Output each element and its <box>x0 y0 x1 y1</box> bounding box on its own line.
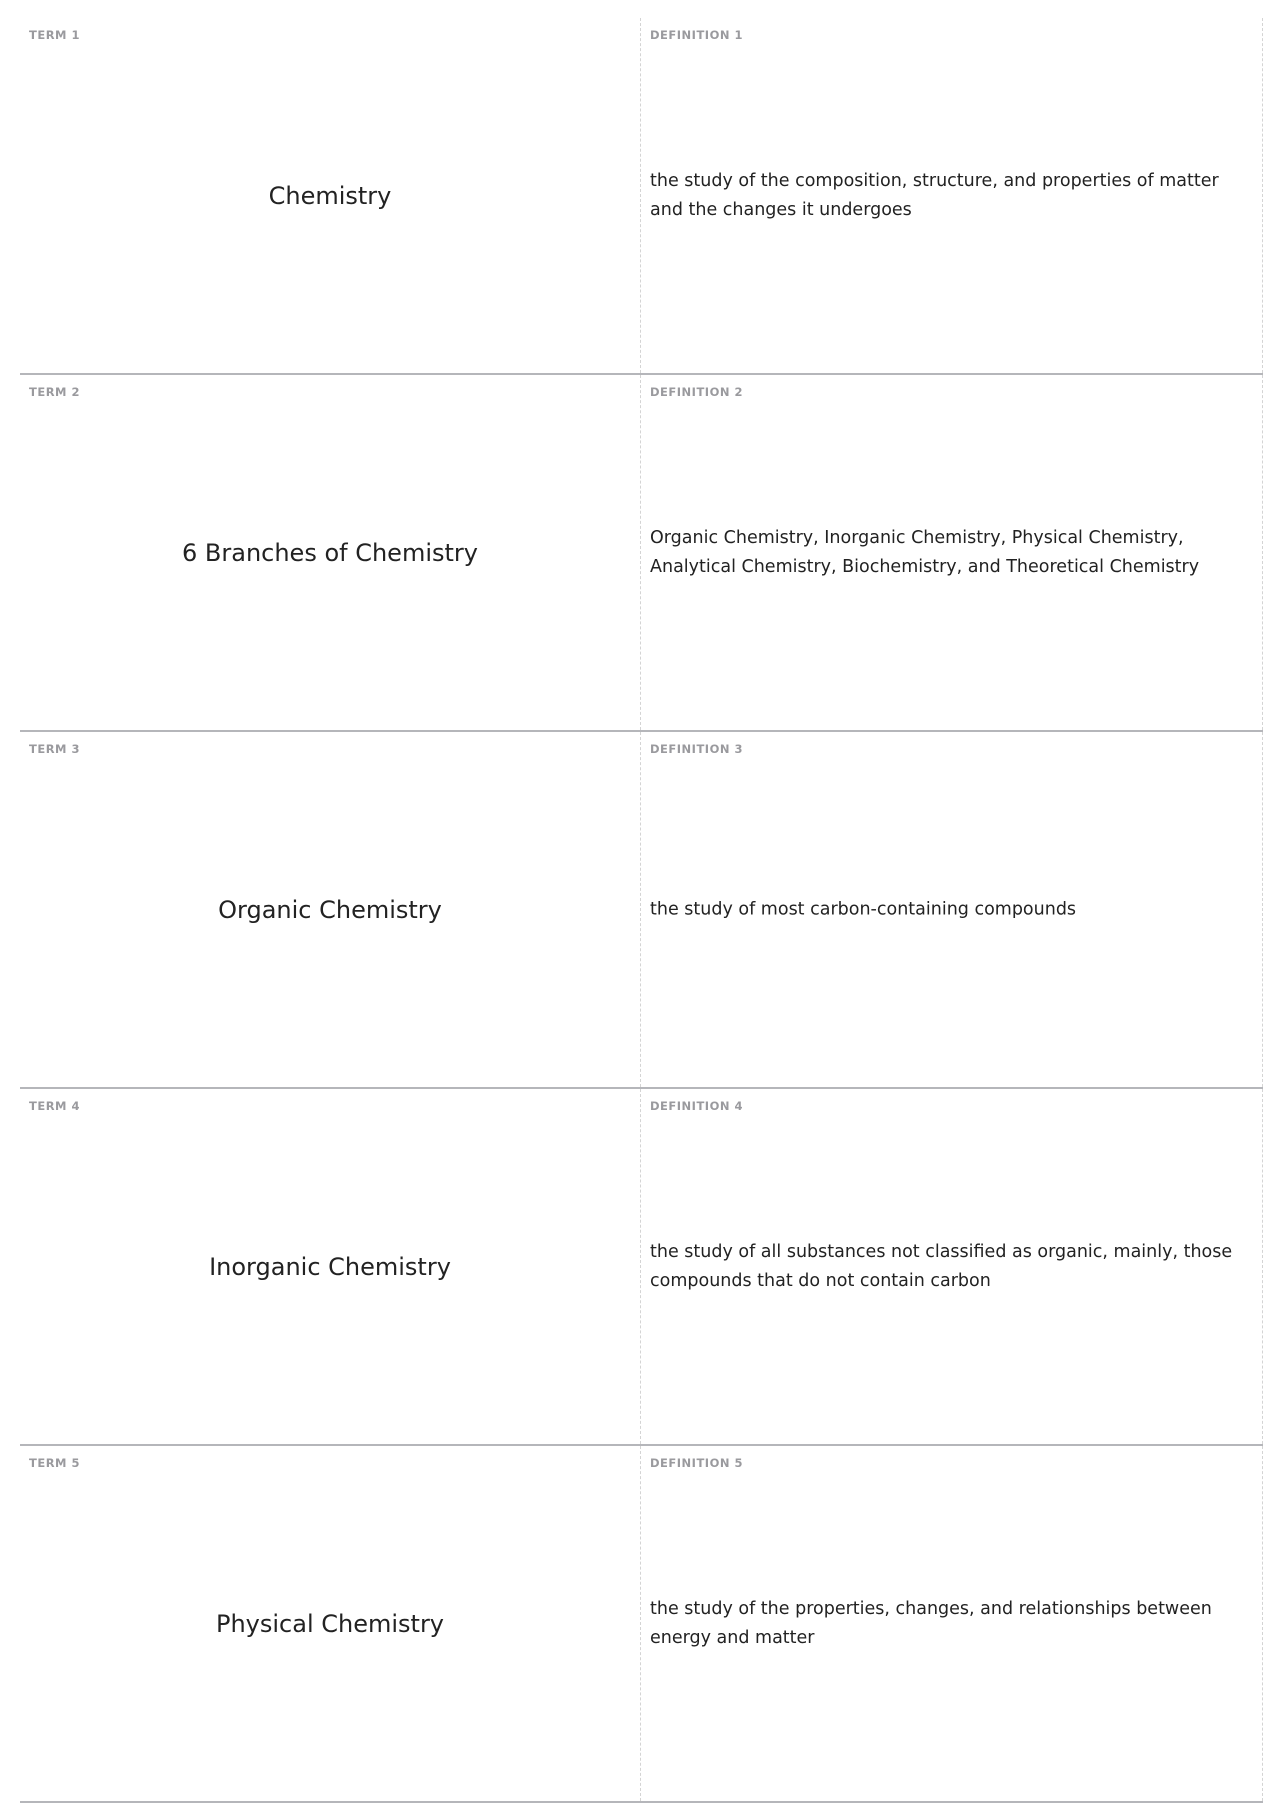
definition-label: DEFINITION 5 <box>650 1456 743 1470</box>
term-text: 6 Branches of Chemistry <box>182 538 478 567</box>
definition-cell <box>641 732 1263 1087</box>
definition-text: the study of the properties, changes, and relationships between energy and matter <box>650 1598 1212 1648</box>
definition-cell <box>641 1089 1263 1444</box>
term-cell <box>20 1446 641 1801</box>
term-label: TERM 4 <box>29 1099 81 1113</box>
flashcard-sheet <box>20 18 1263 1803</box>
definition-text: the study of most carbon-containing compounds <box>650 899 1077 919</box>
term-cell <box>20 1089 641 1444</box>
definition-text: the study of the composition, structure, and properties of matter and the changes it undergoes <box>650 170 1219 220</box>
definition-label: DEFINITION 2 <box>650 385 743 399</box>
definition-label: DEFINITION 1 <box>650 28 743 42</box>
term-cell <box>20 375 641 730</box>
card-row <box>20 1089 1263 1446</box>
term-label: TERM 1 <box>29 28 81 42</box>
definition-label: DEFINITION 4 <box>650 1099 743 1113</box>
term-label: TERM 2 <box>29 385 81 399</box>
definition-label: DEFINITION 3 <box>650 742 743 756</box>
card-row <box>20 1446 1263 1803</box>
term-text: Chemistry <box>268 181 392 210</box>
card-row <box>20 732 1263 1089</box>
term-text: Organic Chemistry <box>218 895 442 924</box>
card-row <box>20 18 1263 375</box>
definition-text: Organic Chemistry, Inorganic Chemistry, Physical Chemistry, Analytical Chemistry, Biochemistry, and Theoretical Chemistry <box>650 527 1200 577</box>
term-cell <box>20 732 641 1087</box>
card-row <box>20 375 1263 732</box>
definition-cell <box>641 18 1263 373</box>
term-label: TERM 3 <box>29 742 81 756</box>
definition-cell <box>641 1446 1263 1801</box>
term-cell <box>20 18 641 373</box>
definition-cell <box>641 375 1263 730</box>
term-text: Physical Chemistry <box>215 1609 445 1638</box>
term-label: TERM 5 <box>29 1456 81 1470</box>
definition-text: the study of all substances not classified as organic, mainly, those compounds that do not contain carbon <box>650 1241 1233 1291</box>
term-text: Inorganic Chemistry <box>209 1252 451 1281</box>
